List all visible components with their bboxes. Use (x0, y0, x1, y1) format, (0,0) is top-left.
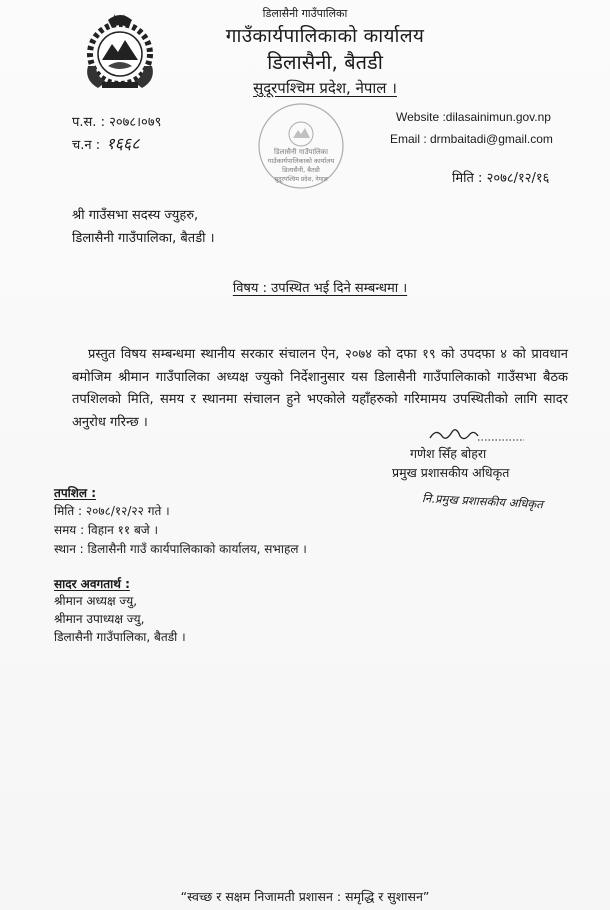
cc-item: श्रीमान अध्यक्ष ज्यु, (54, 594, 138, 608)
seal-line-4: सुदूरपश्चिम प्रदेश, नेपाल (274, 176, 328, 183)
details-item-time: समय : विहान ११ बजे । (54, 523, 159, 537)
reference-cn-value: १६६८ (106, 134, 140, 153)
reference-ps (72, 112, 161, 130)
office-name-small: डिलासैनी गाउँपालिका (262, 7, 348, 20)
seal-line-1: डिलासैनी गाउँपालिका (274, 148, 328, 156)
signatory-title: प्रमुख प्रशासकीय अधिकृत (392, 465, 510, 480)
reference-ps-value: २०७८।०७९ (109, 115, 162, 130)
office-province: सुदूरपश्चिम प्रदेश, नेपाल । (253, 79, 397, 97)
footer-motto: “स्वच्छ र सक्षम निजामती प्रशासन : समृद्धि र सुशासन” (180, 889, 430, 904)
website-text: Website :dilasainimun.gov.np (396, 110, 551, 124)
details-item-venue: स्थान : डिलासैनी गाउँ कार्यपालिकाको कार्यालय, सभाहल । (54, 542, 307, 556)
letter-subject: विषय : उपस्थित भई दिने सम्बन्धमा । (232, 281, 408, 296)
reference-cn (72, 132, 140, 154)
seal-line-3: डिलासैनी, बैतडी (282, 166, 320, 174)
letter-date: मिति : २०७८/१२/१६ (452, 171, 550, 186)
addressee-line-2: डिलासैनी गाउँपालिका, बैतडी । (72, 231, 215, 246)
seal-line-2: गाउँकार्यपालिकाको कार्यालय (267, 157, 335, 165)
addressee-line-1: श्री गाउँसभा सदस्य ज्युहरु, (72, 208, 199, 223)
cc-item: डिलासैनी गाउँपालिका, बैतडी । (54, 630, 186, 644)
letter-body: प्रस्तुत विषय सम्बन्धमा स्थानीय सरकार संचालन ऐन, २०७४ को दफा १९ को उपदफा ४ को प्रावधान बमोजिम श्रीमान गाउँपालिका अध्यक्ष ज्युको निर्देशानुसार यस डिलासैनी गाउँपालिकाको गाउँसभा बैठक तपशिलको मिति, समय र स्थानमा संचालन हुने भएकोले यहाँहरुको गरिमामय उपस्थितीको लागि सादर अनुरोध गरिन्छ । (72, 347, 568, 430)
office-title: गाउँकार्यपालिकाको कार्यालय (225, 25, 425, 47)
office-seal-stamp (248, 100, 354, 192)
details-item-date: मिति : २०७८/१२/२२ गते । (54, 504, 170, 518)
signatory-handwritten-note: नि.प्रमुख प्रशासकीय अधिकृत (421, 491, 544, 512)
cc-heading: सादर अवगतार्थ : (54, 577, 130, 591)
signatory-name: गणेश सिँह बोहरा (410, 446, 487, 461)
handwritten-signature (426, 424, 526, 446)
reference-cn-label: च.न : (72, 138, 101, 153)
cc-item: श्रीमान उपाध्यक्ष ज्यु, (54, 612, 145, 626)
email-text: Email : drmbaitadi@gmail.com (390, 132, 553, 146)
office-location: डिलासैनी, बैतडी (267, 50, 383, 74)
reference-ps-label: प.स. : (72, 115, 105, 130)
details-heading: तपशिल : (54, 486, 97, 500)
